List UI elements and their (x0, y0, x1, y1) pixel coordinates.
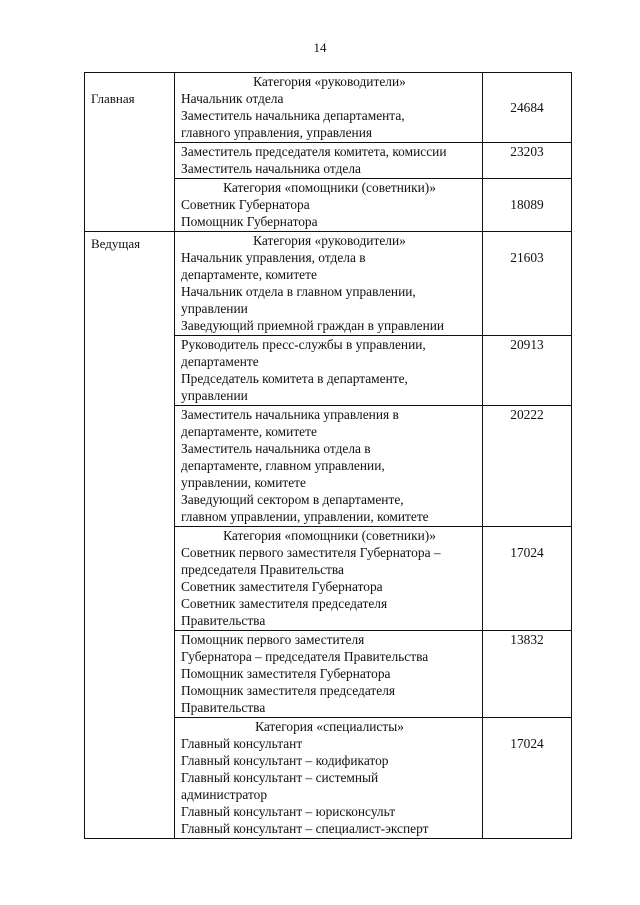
position-line: Начальник отдела (181, 91, 284, 106)
position-line: Председатель комитета в департаменте, (181, 371, 408, 386)
position-line: Главный консультант – системный (181, 770, 379, 785)
position-line: Заместитель начальника департамента, (181, 108, 405, 123)
table-row (175, 405, 571, 526)
position-line: Помощник Губернатора (181, 214, 318, 229)
position-line: департаменте (181, 354, 259, 369)
positions-cell (175, 179, 483, 231)
table-row (175, 526, 571, 630)
salary-table (84, 72, 572, 839)
salary-cell: 20913 (510, 337, 544, 352)
table-row (175, 717, 571, 838)
position-line: Начальник отдела в главном управлении, (181, 284, 416, 299)
positions-cell (175, 631, 483, 717)
position-line: администратор (181, 787, 268, 802)
position-line: Правительства (181, 700, 266, 715)
group-row (85, 231, 571, 838)
salary-cell: 18089 (510, 197, 544, 212)
group-level-cell: Ведущая (85, 232, 175, 838)
position-line: Помощник заместителя председателя (181, 683, 396, 698)
position-line: департаменте, комитете (181, 267, 317, 282)
position-line: департаменте, комитете (181, 424, 317, 439)
position-line: Губернатора – председателя Правительства (181, 649, 429, 664)
table-row (175, 630, 571, 717)
position-line: Помощник заместителя Губернатора (181, 666, 391, 681)
position-line: Заместитель начальника отдела в (181, 441, 371, 456)
category-heading: Категория «помощники (советники)» (223, 180, 436, 195)
position-line: Главный консультант – специалист-эксперт (181, 821, 429, 836)
position-line: Советник первого заместителя Губернатора – (181, 545, 441, 560)
position-line: Начальник управления, отдела в (181, 250, 366, 265)
salary-cell: 17024 (510, 736, 544, 751)
position-line: Заведующий сектором в департаменте, (181, 492, 404, 507)
positions-cell (175, 336, 483, 405)
position-line: Руководитель пресс-службы в управлении, (181, 337, 426, 352)
position-line: Главный консультант (181, 736, 303, 751)
positions-column (175, 73, 571, 231)
category-heading: Категория «руководители» (253, 74, 406, 89)
table-row (175, 178, 571, 231)
category-heading: Категория «специалисты» (255, 719, 404, 734)
position-line: главном управлении, управлении, комитете (181, 509, 429, 524)
category-heading: Категория «помощники (советники)» (223, 528, 436, 543)
table-row (175, 232, 571, 335)
table-row (175, 335, 571, 405)
positions-cell (175, 232, 483, 335)
position-line: главного управления, управления (181, 125, 373, 140)
positions-cell (175, 73, 483, 142)
position-line: Заместитель председателя комитета, комиссии (181, 144, 447, 159)
salary-cell: 24684 (510, 100, 544, 115)
position-line: председателя Правительства (181, 562, 344, 577)
position-line: Советник заместителя председателя (181, 596, 388, 611)
salary-cell: 23203 (510, 144, 544, 159)
salary-cell: 13832 (510, 632, 544, 647)
positions-cell (175, 406, 483, 526)
position-line: Заведующий приемной граждан в управлении (181, 318, 445, 333)
position-line: Заместитель начальника управления в (181, 407, 399, 422)
table-row (175, 73, 571, 142)
position-line: управлении (181, 301, 248, 316)
position-line: Главный консультант – кодификатор (181, 753, 389, 768)
category-heading: Категория «руководители» (253, 233, 406, 248)
position-line: управлении (181, 388, 248, 403)
position-line: департаменте, главном управлении, (181, 458, 385, 473)
position-line: управлении, комитете (181, 475, 306, 490)
positions-cell (175, 143, 483, 178)
position-line: Правительства (181, 613, 266, 628)
position-line: Помощник первого заместителя (181, 632, 365, 647)
salary-cell: 21603 (510, 250, 544, 265)
positions-cell (175, 718, 483, 838)
position-line: Советник Губернатора (181, 197, 310, 212)
position-line: Заместитель начальника отдела (181, 161, 361, 176)
salary-cell: 20222 (510, 407, 544, 422)
salary-cell: 17024 (510, 545, 544, 560)
positions-column (175, 232, 571, 838)
group-row (85, 73, 571, 231)
position-line: Советник заместителя Губернатора (181, 579, 383, 594)
position-line: Главный консультант – юрисконсульт (181, 804, 396, 819)
page-number: 14 (313, 40, 327, 55)
table-row (175, 142, 571, 178)
positions-cell (175, 527, 483, 630)
group-level-cell: Главная (85, 73, 175, 231)
